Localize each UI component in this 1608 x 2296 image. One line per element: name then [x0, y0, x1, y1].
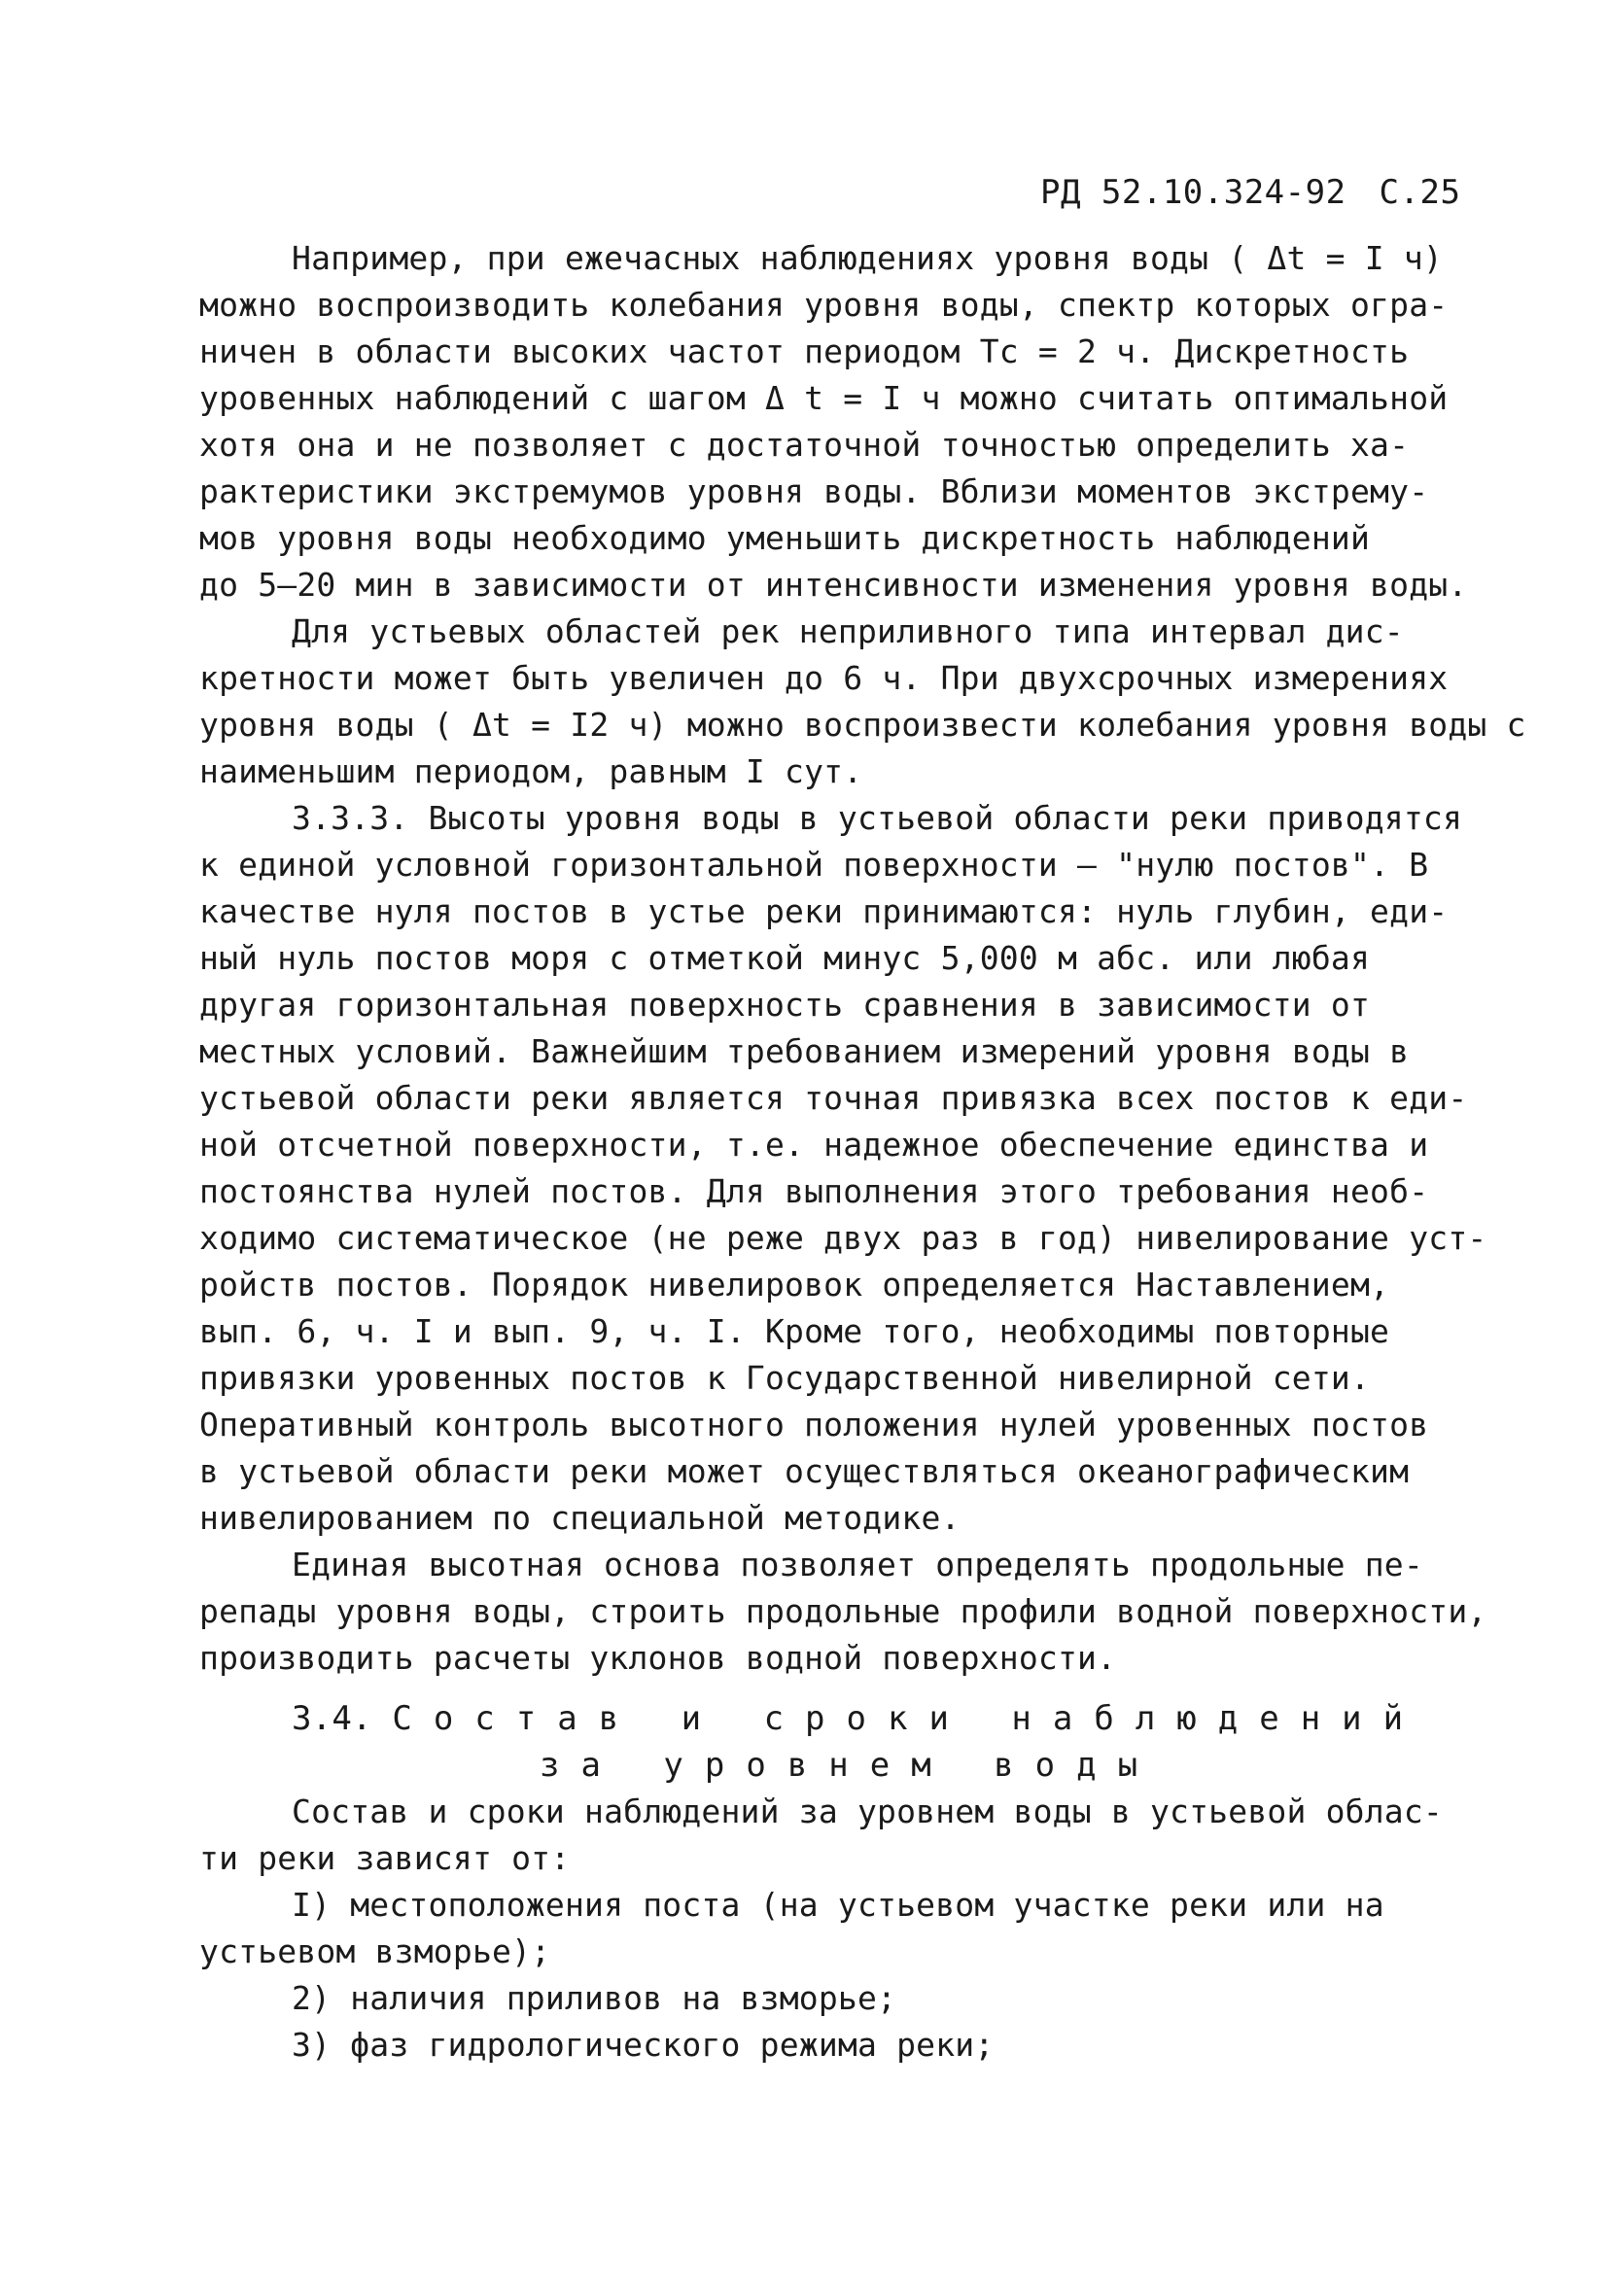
page-number: С.25	[1379, 173, 1461, 212]
text-line: вып. 6, ч. I и вып. 9, ч. I. Кроме того, необходимы повторные	[199, 1312, 1390, 1350]
text-line: ной отсчетной поверхности, т.е. надежное обеспечение единства и	[199, 1126, 1429, 1164]
text-line: ничен в области высоких частот периодом Tc = 2 ч. Дискретность	[199, 332, 1410, 370]
list-item: 2) наличия приливов на взморье;	[292, 1979, 897, 2017]
section-title-line2: за уровнем воды	[540, 1746, 1160, 1785]
text-line: устьевой области реки является точная привязка всех постов к еди-	[199, 1079, 1468, 1117]
list-item: I) местоположения поста (на устьевом участке реки или на	[292, 1886, 1384, 1924]
text-line: репады уровня воды, строить продольные профили водной поверхности,	[199, 1592, 1487, 1630]
text-line: привязки уровенных постов к Государственной нивелирной сети.	[199, 1359, 1371, 1397]
page-header	[1040, 173, 1460, 212]
text-line: ти реки зависят от:	[199, 1839, 571, 1877]
section-number: 3.4.	[292, 1699, 372, 1738]
text-line: Единая высотная основа позволяет определять продольные пе-	[292, 1546, 1423, 1583]
text-line: постоянства нулей постов. Для выполнения этого требования необ-	[199, 1172, 1429, 1210]
text-line: хотя она и не позволяет с достаточной точностью определить ха-	[199, 426, 1410, 464]
text-line: устьевом взморье);	[199, 1932, 551, 1970]
text-line: мов уровня воды необходимо уменьшить дискретность наблюдений	[199, 519, 1371, 557]
text-line: наименьшим периодом, равным I сут.	[199, 752, 863, 790]
text-line: к единой условной горизонтальной поверхности – "нулю постов". В	[199, 846, 1429, 884]
text-line: кретности может быть увеличен до 6 ч. При двухсрочных измерениях	[199, 659, 1449, 697]
text-line: Для устьевых областей рек неприливного типа интервал дис-	[292, 612, 1404, 650]
text-line: качестве нуля постов в устье реки принимаются: нуль глубин, еди-	[199, 892, 1449, 930]
text-line: Состав и сроки наблюдений за уровнем воды в устьевой облас-	[292, 1792, 1443, 1830]
list-item: 3) фаз гидрологического режима реки;	[292, 2026, 995, 2064]
text-line: Оперативный контроль высотного положения нулей уровенных постов	[199, 1406, 1429, 1444]
text-line: ройств постов. Порядок нивелировок определяется Наставлением,	[199, 1266, 1390, 1304]
text-line: 3.3.3. Высоты уровня воды в устьевой области реки приводятся	[292, 799, 1463, 837]
text-line: уровенных наблюдений с шагом Δ t = I ч можно считать оптимальной	[199, 379, 1449, 417]
text-line: Например, при ежечасных наблюдениях уровня воды ( Δt = I ч)	[292, 239, 1443, 277]
text-line: в устьевой области реки может осуществляться океанографическим	[199, 1452, 1410, 1490]
section-title-line1: Состав и сроки наблюдений	[392, 1699, 1425, 1738]
text-line: другая горизонтальная поверхность сравнения в зависимости от	[199, 986, 1371, 1024]
document-code: РД 52.10.324-92	[1040, 173, 1346, 212]
text-line: нивелированием по специальной методике.	[199, 1499, 961, 1537]
text-line: ходимо систематическое (не реже двух раз в год) нивелирование уст-	[199, 1219, 1487, 1257]
text-line: можно воспроизводить колебания уровня воды, спектр которых огра-	[199, 286, 1449, 324]
text-line: уровня воды ( Δt = I2 ч) можно воспроизвести колебания уровня воды с	[199, 706, 1526, 744]
text-line: до 5–20 мин в зависимости от интенсивности изменения уровня воды.	[199, 566, 1468, 604]
text-line: ный нуль постов моря с отметкой минус 5,000 м абс. или любая	[199, 939, 1371, 977]
text-line: рактеристики экстремумов уровня воды. Вблизи моментов экстрему-	[199, 472, 1429, 510]
text-line: местных условий. Важнейшим требованием измерений уровня воды в	[199, 1032, 1410, 1070]
text-line: производить расчеты уклонов водной поверхности.	[199, 1639, 1117, 1677]
